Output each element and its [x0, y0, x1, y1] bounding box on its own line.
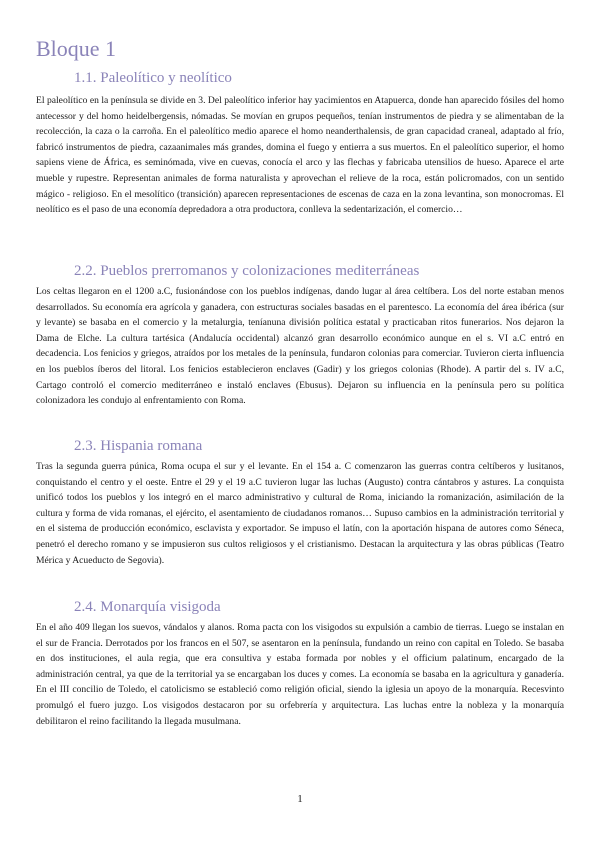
section-body-monarquia-visigoda: En el año 409 llegan los suevos, vándalos y alanos. Roma pacta con los visigodos su expulsión a cambio de tierras. Luego se instalan en el sur de Francia. Derrotados por los francos en el 507, se asentaron en la península, fundando un reino con capital en Toledo. Se basaba en dos instituciones, el aula regia, que era consultiva y estaba formada por nobles y el officium palatinum, encargado de la administración central, ya que de la territorial ya se encargaban los duces y comes. La economía se basaba en la agricultura y ganadería. En el III concilio de Toledo, el catolicismo se estableció como religión oficial, siendo la iglesia un apoyo de la monarquía. Recesvinto promulgó el fuero juzgo. Los visigodos destacaron por su orfebrería y arquitectura. Las luchas entre la nobleza y la monarquía debilitaron el reino facilitando la llegada musulmana.: [36, 622, 564, 727]
section-heading-monarquia-visigoda: 2.4. Monarquía visigoda: [74, 599, 221, 615]
section-body-hispania-romana: Tras la segunda guerra púnica, Roma ocupa el sur y el levante. En el 154 a. C comenzaron las guerras contra celtíberos y lusitanos, conquistando el centro y el oeste. Entre el 29 y el 19 a.C tuvieron lugar las luchas (Augusto) contra cántabros y astures. La conquista unificó todos los pueblos y los integró en el marco administrativo y cultural de Roma, iniciando la romanización, asimilación de la cultura y forma de vida romanas, el ejército, el asentamiento de ciudadanos romanos… Supuso cambios en la administración territorial y en el sistema de producción económico, esclavista y exportador. Se impuso el latín, con la aportación hispana de autores como Séneca, penetró el derecho romano y se impusieron sus cultos religiosos y el cristianismo. Destacan la arquitectura y las obras públicas (Teatro Mérica y Acueducto de Segovia).: [36, 461, 564, 566]
section-heading-pueblos-prerromanos: 2.2. Pueblos prerromanos y colonizaciones mediterráneas: [74, 263, 420, 279]
section-body-paleolitico: El paleolítico en la península se divide en 3. Del paleolítico inferior hay yacimientos en Atapuerca, donde han aparecido fósiles del homo antecessor y del homo heidelbergensis, nómadas. Se movían en grupos pequeños, tenían instrumentos de piedra y se alimentaban de la recolección, la caza o la carroña. En el paleolítico medio aparece el homo neanderthalensis, de gran capacidad craneal, adaptado al frío, fabricó instrumentos de piedra, cazaanimales más grandes, domina el fuego y entierra a sus muertos. En el paleolítico superior, el homo sapiens viene de África, es seminómada, vive en cuevas, conocía el arco y las flechas y fabricaba utensilios de hueso. Aparece el arte mueble y rupestre. Representan animales de forma naturalista y aprovechan el relieve de la roca, están policromados, con un sentido mágico - religioso. En el mesolítico (transición) aparecen representaciones de escenas de caza en la zona levantina, son monocromas. El neolítico es el paso de una economía depredadora a otra productora, conlleva la sedentarización, el comercio…: [36, 95, 564, 216]
section-body-pueblos-prerromanos: Los celtas llegaron en el 1200 a.C, fusionándose con los pueblos indígenas, dando lugar al área celtíbera. Los del norte estaban menos desarrollados. Su economía era agrícola y ganadera, con estructuras sociales basadas en el parentesco. La economía del área ibérica (sur y levante) se basaba en el comercio y la metalurgia, teníanuna división política estatal y practicaban ritos funerarios. Nos dejaron la Dama de Elche. La cultura tartésica (Andalucía occidental) alcanzó gran desarrollo económico aunque en el s. VI a.C entró en decadencia. Los fenicios y griegos, atraídos por los metales de la península, fundaron colonias para comerciar. Tuvieron cierta influencia en los pueblos íberos del litoral. Los fenicios establecieron enclaves (Gadir) y los griegos colonias (Rhode). A partir del s. IV a.C, Cartago controló el comercio mediterráneo e instaló enclaves (Ebusus). Dejaron su influencia en la península pero su política colonizadora les condujo al enfrentamiento con Roma.: [36, 286, 564, 407]
section-heading-paleolitico: 1.1. Paleolítico y neolítico: [74, 70, 232, 86]
document-title: Bloque 1: [36, 36, 117, 61]
page-number: 1: [297, 793, 303, 805]
section-heading-hispania-romana: 2.3. Hispania romana: [74, 438, 203, 454]
